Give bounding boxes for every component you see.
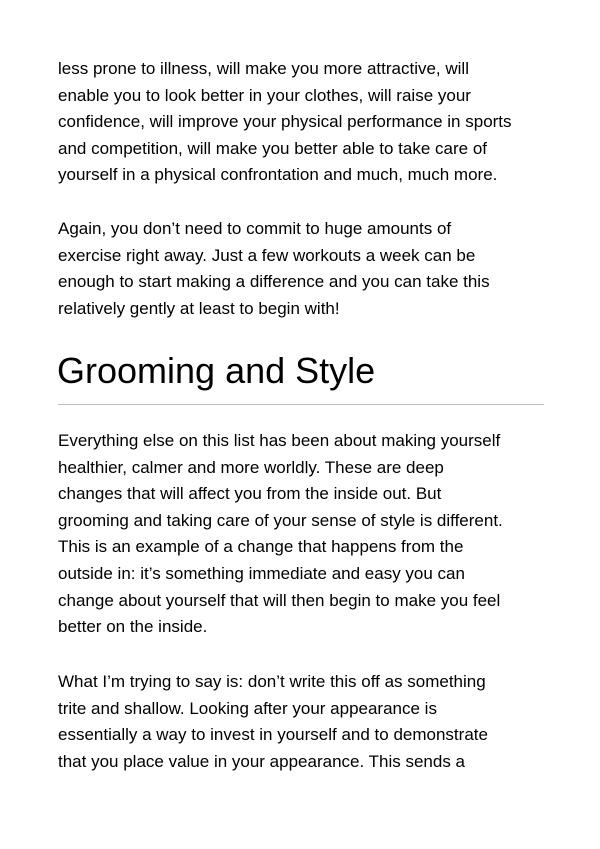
text-line: confidence, will improve your physical performance in sports: [58, 112, 512, 132]
text-line: less prone to illness, will make you more attractive, will: [58, 59, 469, 78]
heading-divider: [58, 404, 544, 405]
text-line: and competition, will make you better able to take care of: [58, 138, 488, 158]
text-line: outside in: it’s something immediate and easy you can: [58, 563, 465, 583]
paragraph-exercise-benefits: [58, 56, 558, 189]
paragraph-grooming-value: [58, 669, 558, 775]
text-line: grooming and taking care of your sense of style is different.: [58, 510, 503, 530]
text-line: healthier, calmer and more worldly. These are deep: [58, 457, 444, 477]
text-line: trite and shallow. Looking after your appearance is: [58, 698, 437, 718]
paragraph-grooming-intro: [58, 428, 558, 641]
text-line: essentially a way to invest in yourself and to demonstrate: [58, 725, 488, 745]
text-line: change about yourself that will then begin to make you feel: [58, 590, 501, 610]
paragraph-exercise-commitment: [58, 216, 558, 322]
text-line: Again, you don’t need to commit to huge amounts of: [58, 219, 452, 238]
text-line: changes that will affect you from the inside out. But: [58, 484, 442, 504]
text-line: Everything else on this list has been about making yourself: [58, 431, 501, 450]
text-line: enable you to look better in your clothes, will raise your: [58, 85, 471, 105]
text-line: yourself in a physical confrontation and much, much more.: [58, 165, 498, 185]
text-line: relatively gently at least to begin with!: [58, 298, 340, 318]
text-line: What I’m trying to say is: don’t write this off as something: [58, 672, 486, 691]
section-heading: Grooming and Style: [57, 350, 376, 391]
text-line: better on the inside.: [58, 617, 208, 637]
text-line: exercise right away. Just a few workouts a week can be: [58, 245, 476, 265]
text-line: enough to start making a difference and you can take this: [58, 272, 490, 292]
text-line: that you place value in your appearance. This sends a: [58, 751, 466, 771]
text-line: This is an example of a change that happens from the: [58, 537, 464, 557]
